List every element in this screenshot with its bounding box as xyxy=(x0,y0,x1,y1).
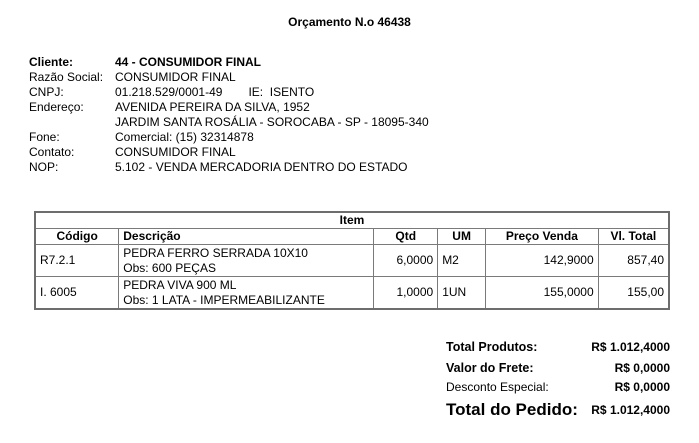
contato-value: CONSUMIDOR FINAL xyxy=(115,145,236,159)
razao-social-row xyxy=(29,70,429,85)
valor-frete-label: Valor do Frete: xyxy=(446,361,534,375)
fone-row xyxy=(29,130,429,145)
razao-social-value: CONSUMIDOR FINAL xyxy=(115,70,236,84)
endereco-line2: JARDIM SANTA ROSÁLIA - SOROCABA - SP - 18095-340 xyxy=(115,115,429,129)
cell-vl-total: 857,40 xyxy=(598,245,669,277)
razao-social-label: Razão Social: xyxy=(29,70,104,84)
total-produtos-value: R$ 1.012,4000 xyxy=(591,340,670,354)
contato-label: Contato: xyxy=(29,145,75,159)
client-row xyxy=(29,55,429,70)
valor-frete-row xyxy=(446,358,670,378)
table-row xyxy=(35,277,669,310)
cnpj-row xyxy=(29,85,429,100)
desconto-value: R$ 0,0000 xyxy=(614,380,670,394)
cell-descricao xyxy=(119,245,374,277)
table-row xyxy=(35,245,669,277)
total-pedido-value: R$ 1.012,4000 xyxy=(591,403,670,417)
total-pedido-row xyxy=(446,397,670,423)
cell-codigo: I. 6005 xyxy=(35,277,119,310)
cell-um: M2 xyxy=(438,245,486,277)
document-title: Orçamento N.o 46438 xyxy=(288,15,411,29)
col-header-um: UM xyxy=(438,229,486,245)
nop-row xyxy=(29,160,429,175)
items-table xyxy=(34,211,670,310)
client-info xyxy=(29,55,429,175)
cnpj-label: CNPJ: xyxy=(29,85,64,99)
col-header-preco-venda: Preço Venda xyxy=(486,229,599,245)
total-produtos-label: Total Produtos: xyxy=(446,340,538,354)
item-description: PEDRA VIVA 900 ML xyxy=(123,277,237,292)
desconto-row xyxy=(446,378,670,397)
cell-descricao xyxy=(119,277,374,310)
col-header-qtd: Qtd xyxy=(374,229,438,245)
endereco-label: Endereço: xyxy=(29,100,84,114)
fone-value: Comercial: (15) 32314878 xyxy=(115,130,254,144)
endereco-line1: AVENIDA PEREIRA DA SILVA, 1952 xyxy=(115,100,310,114)
cell-qtd: 1,0000 xyxy=(374,277,438,310)
endereco-row-2 xyxy=(29,115,429,130)
client-label: Cliente: xyxy=(29,55,74,69)
ie-label: IE: xyxy=(248,85,264,99)
cnpj-value: 01.218.529/0001-49 xyxy=(115,85,223,99)
cell-vl-total: 155,00 xyxy=(598,277,669,310)
item-obs: Obs: 1 LATA - IMPERMEABILIZANTE xyxy=(123,292,325,307)
col-header-codigo: Código xyxy=(35,229,119,245)
valor-frete-value: R$ 0,0000 xyxy=(614,361,670,375)
col-header-vl-total: Vl. Total xyxy=(598,229,669,245)
contato-row xyxy=(29,145,429,160)
cell-preco-venda: 142,9000 xyxy=(486,245,599,277)
total-pedido-label: Total do Pedido: xyxy=(446,400,578,419)
client-value: 44 - CONSUMIDOR FINAL xyxy=(115,55,262,69)
cell-um: 1UN xyxy=(438,277,486,310)
fone-label: Fone: xyxy=(29,130,60,144)
column-header-row xyxy=(35,229,669,245)
nop-value: 5.102 - VENDA MERCADORIA DENTRO DO ESTADO xyxy=(115,160,408,174)
cell-qtd: 6,0000 xyxy=(374,245,438,277)
total-produtos-row xyxy=(446,337,670,358)
items-section-header: Item xyxy=(35,212,669,229)
item-obs: Obs: 600 PEÇAS xyxy=(123,260,216,275)
item-description: PEDRA FERRO SERRADA 10X10 xyxy=(123,245,308,260)
cell-preco-venda: 155,0000 xyxy=(486,277,599,310)
endereco-row xyxy=(29,100,429,115)
nop-label: NOP: xyxy=(29,160,59,174)
col-header-descricao: Descrição xyxy=(119,229,374,245)
items-section-header-row xyxy=(35,212,669,229)
desconto-label: Desconto Especial: xyxy=(446,380,549,394)
ie-value: ISENTO xyxy=(269,85,315,99)
totals-section xyxy=(446,337,670,423)
cell-codigo: R7.2.1 xyxy=(35,245,119,277)
